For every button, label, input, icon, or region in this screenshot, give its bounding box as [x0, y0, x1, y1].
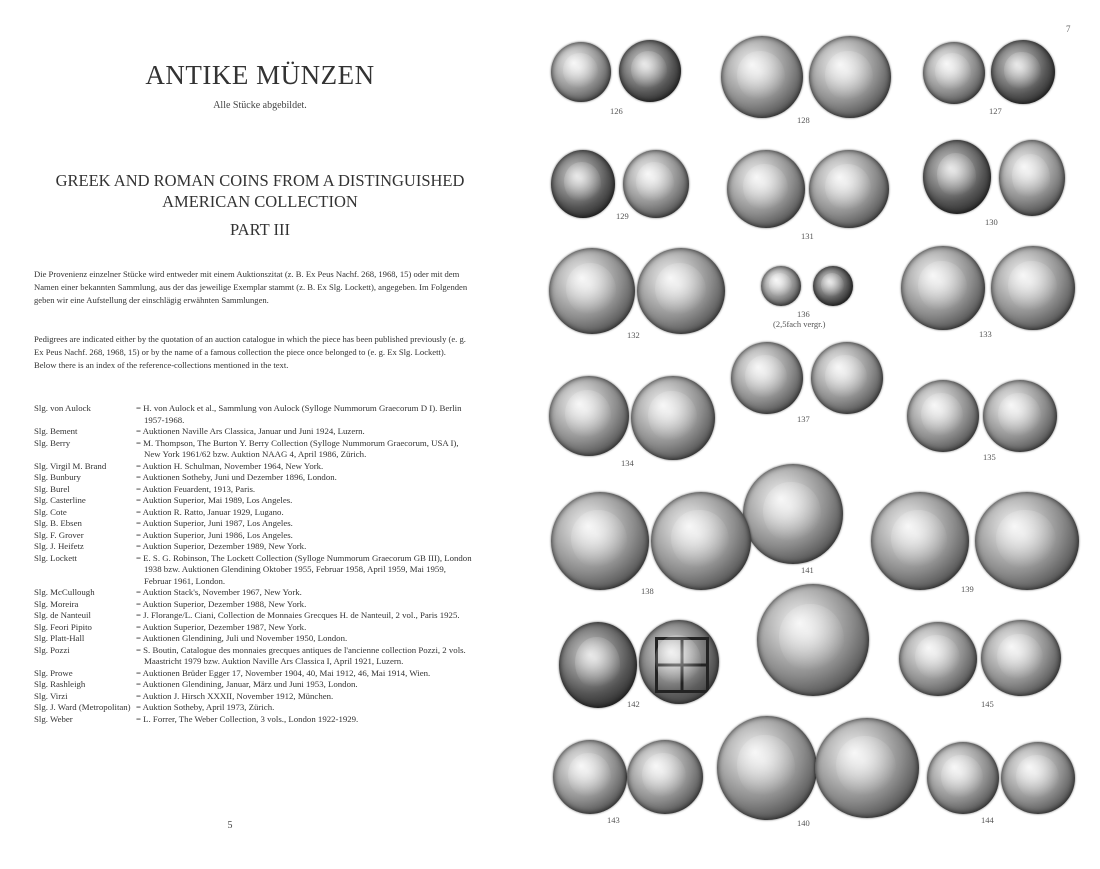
coin-number: 130 [985, 217, 998, 227]
index-key: Slg. F. Grover [34, 529, 84, 540]
index-value: = Auktionen Brüder Egger 17, November 1904, 40, Mai 1912, 46, Mai 1914, Wien. [136, 667, 431, 678]
coin-138-obverse [551, 492, 649, 590]
index-key: Slg. Virgil M. Brand [34, 460, 107, 471]
collection-heading: GREEK AND ROMAN COINS FROM A DISTINGUISHED AMERICAN COLLECTION [55, 171, 465, 211]
coin-144-obverse [927, 742, 999, 814]
coin-128-obverse [721, 36, 803, 118]
coin-number: 145 [981, 699, 994, 709]
index-value: = Auktionen Naville Ars Classica, Januar und Juni 1924, Luzern. [136, 426, 365, 436]
index-key: Slg. Lockett [34, 552, 78, 563]
index-row [34, 599, 474, 611]
index-value: = Auktion J. Hirsch XXXII, November 1912, München. [136, 690, 334, 701]
coin-number: 142 [627, 699, 640, 709]
index-value: = M. Thompson, The Burton Y. Berry Collection (Sylloge Nummorum Graecorum, USA I), New York 1961/62 bzw. Auktion NAAG 4, April 1986, Zürich. [136, 437, 459, 459]
index-row [34, 679, 474, 691]
index-key: Slg. McCullough [34, 587, 95, 597]
index-value: = S. Boutin, Catalogue des monnaies grecques antiques de l'ancienne collection Pozzi, 2 vols. Maastricht 1979 bzw. Auktion Naville Ars Classica I, April 1921, Luzern. [136, 644, 466, 666]
index-key: Slg. Casterline [34, 495, 86, 505]
index-row [34, 426, 474, 438]
coin-number: 139 [961, 584, 974, 594]
coin-139-obverse [871, 492, 969, 590]
coin-141 [743, 464, 843, 564]
index-row [34, 691, 474, 703]
index-row [34, 702, 474, 714]
index-value: = Auktionen Sotheby, Juni und Dezember 1896, London. [136, 472, 337, 482]
part-heading: PART III [230, 220, 290, 239]
index-value: = Auktion Sotheby, April 1973, Zürich. [136, 702, 275, 712]
index-value: = Auktion R. Ratto, Januar 1929, Lugano. [136, 506, 284, 517]
coin-128-reverse [809, 36, 891, 118]
coin-126-reverse [619, 40, 681, 102]
index-key: Slg. Pozzi [34, 644, 70, 655]
coin-143-reverse [627, 740, 703, 814]
coin-number: 134 [621, 458, 634, 468]
index-value: = Auktionen Glendining, Januar, März und Juni 1953, London. [136, 679, 358, 689]
coin-140-reverse [815, 718, 919, 818]
index-row [34, 518, 474, 530]
coin-134-reverse [631, 376, 715, 460]
coin-136-magnification-note: (2,5fach vergr.) [773, 319, 826, 329]
index-value: = Auktion Superior, Dezember 1989, New York. [136, 541, 307, 551]
index-value: = J. Florange/L. Ciani, Collection de Monnaies Grecques H. de Nanteuil, 2 vol., Paris 1925. [136, 610, 460, 620]
index-key: Slg. J. Ward (Metropolitan) [34, 702, 131, 712]
coin-144-reverse [1001, 742, 1075, 814]
coin-142-reverse [639, 620, 719, 704]
index-key: Slg. von Aulock [34, 403, 91, 413]
index-row [34, 610, 474, 622]
index-value: = Auktion Feuardent, 1913, Paris. [136, 483, 256, 494]
index-key: Slg. Burel [34, 483, 70, 494]
index-value: = L. Forrer, The Weber Collection, 3 vols., London 1922-1929. [136, 713, 359, 724]
coin-134-obverse [549, 376, 629, 456]
index-row [34, 461, 474, 473]
index-key: Slg. Feori Pipito [34, 621, 92, 632]
coin-number: 126 [610, 106, 623, 116]
index-key: Slg. Moreira [34, 598, 79, 609]
index-value: = Auktion Superior, Dezember 1988, New York. [136, 598, 307, 609]
coin-132-obverse [549, 248, 635, 334]
right-page [535, 0, 1100, 869]
index-key: Slg. B. Ebsen [34, 518, 82, 528]
index-key: Slg. de Nanteuil [34, 610, 91, 620]
index-row [34, 633, 474, 645]
index-value: = H. von Aulock et al., Sammlung von Aulock (Sylloge Nummorum Graecorum D I). Berlin 1957-1968. [136, 403, 462, 425]
index-row [34, 645, 474, 668]
index-key: Slg. Bement [34, 426, 78, 436]
index-row [34, 438, 474, 461]
index-row [34, 553, 474, 588]
coin-135-obverse [907, 380, 979, 452]
coin-number: 138 [641, 586, 654, 596]
index-value: = Auktion Superior, Juni 1986, Los Angeles. [136, 529, 293, 540]
page-subtitle: Alle Stücke abgebildet. [213, 100, 307, 111]
page-number-right: 7 [1066, 24, 1071, 34]
coin-131-reverse [809, 150, 889, 228]
coin-number: 132 [627, 330, 640, 340]
coin-number: 137 [797, 414, 810, 424]
index-row [34, 587, 474, 599]
index-row [34, 714, 474, 726]
coin-130-obverse [923, 140, 991, 214]
coin-number: 136 [797, 309, 810, 319]
coin-139-reverse [975, 492, 1079, 590]
index-value: = Auktion H. Schulman, November 1964, New York. [136, 460, 324, 471]
index-key: Slg. Bunbury [34, 472, 81, 482]
coin-126-obverse [551, 42, 611, 102]
index-key: Slg. Weber [34, 713, 73, 724]
coin-133-obverse [901, 246, 985, 330]
index-row [34, 622, 474, 634]
coin-number: 144 [981, 815, 994, 825]
coin-136-obverse [761, 266, 801, 306]
index-row [34, 541, 474, 553]
index-value: = Auktion Superior, Juni 1987, Los Angeles. [136, 518, 293, 528]
coin-number: 141 [801, 565, 814, 575]
coin-number: 128 [797, 115, 810, 125]
index-row [34, 472, 474, 484]
coin-131-obverse [727, 150, 805, 228]
coin-137-obverse [731, 342, 803, 414]
index-value: = Auktion Superior, Dezember 1987, New York. [136, 621, 307, 632]
coin-138-reverse [651, 492, 751, 590]
coin-127-reverse [991, 40, 1055, 104]
coin-number: 133 [979, 329, 992, 339]
index-value: = Auktion Stack's, November 1967, New York. [136, 587, 302, 597]
coin-127-obverse [923, 42, 985, 104]
index-row [34, 484, 474, 496]
coin-large-owl [757, 584, 869, 696]
coin-137-reverse [811, 342, 883, 414]
index-key: Slg. Berry [34, 437, 71, 448]
index-key: Slg. Virzi [34, 690, 68, 701]
index-row [34, 530, 474, 542]
coin-133-reverse [991, 246, 1075, 330]
coin-130-reverse [999, 140, 1065, 216]
coin-number: 140 [797, 818, 810, 828]
left-page [0, 0, 520, 869]
coin-140-obverse [717, 716, 817, 820]
index-key: Slg. Cote [34, 506, 67, 517]
index-key: Slg. Prowe [34, 667, 73, 678]
coin-132-reverse [637, 248, 725, 334]
coin-143-obverse [553, 740, 627, 814]
index-key: Slg. J. Heifetz [34, 541, 84, 551]
index-row [34, 507, 474, 519]
index-key: Slg. Rashleigh [34, 679, 86, 689]
coin-145-obverse [899, 622, 977, 696]
coin-129-reverse [623, 150, 689, 218]
index-row [34, 495, 474, 507]
coin-145-reverse [981, 620, 1061, 696]
index-value: = Auktionen Glendining, Juli und November 1950, London. [136, 633, 348, 643]
index-key: Slg. Platt-Hall [34, 633, 85, 643]
coin-135-reverse [983, 380, 1057, 452]
coin-number: 143 [607, 815, 620, 825]
coin-number: 135 [983, 452, 996, 462]
coin-number: 127 [989, 106, 1002, 116]
coin-129-obverse [551, 150, 615, 218]
provenance-paragraph-german: Die Provenienz einzelner Stücke wird entweder mit einem Auktionszitat (z. B. Ex Peus Nachf. 268, 1968, 15) oder mit dem Namen einer bekannten Sammlung, aus der das jeweilige Exemplar stammt (z. B. Ex Slg. Lockett), angegeben. Im Folgenden geben wir eine Aufstellung der einschlägig erwähnten Sammlungen. [34, 269, 468, 305]
reference-collections-index [34, 403, 474, 725]
coin-number: 131 [801, 231, 814, 241]
page-number-left: 5 [227, 820, 233, 831]
provenance-paragraph-english: Pedigrees are indicated either by the quotation of an auction catalogue in which the piece has been published previously (e. g. Ex Peus Nachf. 268, 1968, 15) or by the name of a famous collection the piece once belonged to (e. g. Ex Slg. Lockett). Below there is an index of the reference-collections mentioned in the text. [34, 334, 466, 370]
coin-number: 129 [616, 211, 629, 221]
coin-136-reverse [813, 266, 853, 306]
coin-142-obverse [559, 622, 637, 708]
index-row [34, 403, 474, 426]
index-value: = E. S. G. Robinson, The Lockett Collection (Sylloge Nummorum Graecorum GB III), London 1938 bzw. Auktionen Glendining Oktober 1955, Februar 1958, April 1959, Mai 1959, Februar 1961, London. [136, 552, 472, 586]
page-title: ANTIKE MÜNZEN [145, 60, 375, 90]
index-value: = Auktion Superior, Mai 1989, Los Angeles. [136, 495, 293, 505]
index-row [34, 668, 474, 680]
